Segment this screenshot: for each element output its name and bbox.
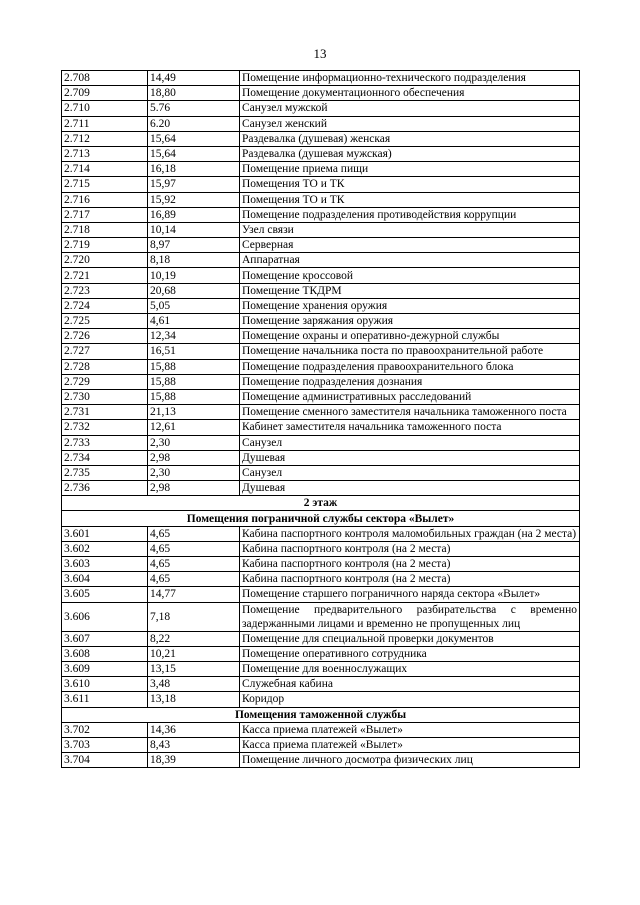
room-code-cell: 2.729 <box>62 374 148 389</box>
room-area-cell: 8,97 <box>148 238 240 253</box>
table-row <box>62 602 580 631</box>
table-row <box>62 420 580 435</box>
room-area-cell: 15,64 <box>148 131 240 146</box>
room-code-cell: 3.609 <box>62 661 148 676</box>
table-row <box>62 131 580 146</box>
room-name-cell: Коридор <box>240 692 580 707</box>
table-row <box>62 481 580 496</box>
table-row <box>62 677 580 692</box>
room-area-cell: 10,14 <box>148 222 240 237</box>
page-number: 13 <box>313 46 327 61</box>
table-row <box>62 344 580 359</box>
table-row <box>62 283 580 298</box>
table-row <box>62 222 580 237</box>
room-name-cell: Помещение приема пищи <box>240 162 580 177</box>
room-area-cell: 4,65 <box>148 572 240 587</box>
room-name-cell: Санузел <box>240 435 580 450</box>
table-row <box>62 192 580 207</box>
room-area-cell: 15,97 <box>148 177 240 192</box>
table-row <box>62 71 580 86</box>
room-code-cell: 2.708 <box>62 71 148 86</box>
room-area-cell: 5.76 <box>148 101 240 116</box>
room-area-cell: 5,05 <box>148 298 240 313</box>
table-row <box>62 435 580 450</box>
room-area-cell: 15,92 <box>148 192 240 207</box>
room-code-cell: 2.733 <box>62 435 148 450</box>
table-row <box>62 374 580 389</box>
room-code-cell: 2.716 <box>62 192 148 207</box>
table-row <box>62 329 580 344</box>
room-code-cell: 3.603 <box>62 557 148 572</box>
section-title: Помещения таможенной службы <box>62 707 580 722</box>
room-code-cell: 2.731 <box>62 405 148 420</box>
room-area-cell: 8,18 <box>148 253 240 268</box>
room-area-cell: 4,65 <box>148 526 240 541</box>
room-code-cell: 3.607 <box>62 631 148 646</box>
room-code-cell: 2.725 <box>62 314 148 329</box>
room-name-cell: Помещение подразделения правоохранительного блока <box>240 359 580 374</box>
room-code-cell: 2.732 <box>62 420 148 435</box>
section-row <box>62 496 580 511</box>
table-row <box>62 162 580 177</box>
room-area-cell: 2,30 <box>148 435 240 450</box>
room-area-cell: 2,30 <box>148 465 240 480</box>
room-area-cell: 15,88 <box>148 374 240 389</box>
room-area-cell: 18,39 <box>148 753 240 768</box>
table-row <box>62 177 580 192</box>
room-area-cell: 12,61 <box>148 420 240 435</box>
room-area-cell: 13,18 <box>148 692 240 707</box>
table-row <box>62 101 580 116</box>
table-row <box>62 737 580 752</box>
room-code-cell: 2.718 <box>62 222 148 237</box>
section-title: Помещения пограничной службы сектора «Вылет» <box>62 511 580 526</box>
room-area-cell: 15,88 <box>148 359 240 374</box>
table-row <box>62 541 580 556</box>
room-area-cell: 18,80 <box>148 86 240 101</box>
room-area-cell: 14,77 <box>148 587 240 602</box>
room-code-cell: 3.702 <box>62 722 148 737</box>
room-code-cell: 2.734 <box>62 450 148 465</box>
room-area-cell: 7,18 <box>148 602 240 631</box>
room-name-cell: Помещение кроссовой <box>240 268 580 283</box>
table-row <box>62 405 580 420</box>
room-code-cell: 3.604 <box>62 572 148 587</box>
room-name-cell: Серверная <box>240 238 580 253</box>
room-area-cell: 2,98 <box>148 450 240 465</box>
room-name-cell: Помещение начальника поста по правоохранительной работе <box>240 344 580 359</box>
room-name-cell: Помещения ТО и ТК <box>240 192 580 207</box>
room-area-cell: 15,64 <box>148 146 240 161</box>
room-code-cell: 3.611 <box>62 692 148 707</box>
table-row <box>62 389 580 404</box>
room-area-cell: 16,18 <box>148 162 240 177</box>
room-area-cell: 6.20 <box>148 116 240 131</box>
room-code-cell: 2.719 <box>62 238 148 253</box>
room-code-cell: 2.720 <box>62 253 148 268</box>
room-area-cell: 8,43 <box>148 737 240 752</box>
room-area-cell: 16,51 <box>148 344 240 359</box>
room-name-cell: Помещение подразделения противодействия коррупции <box>240 207 580 222</box>
table-row <box>62 631 580 646</box>
room-code-cell: 2.714 <box>62 162 148 177</box>
room-area-cell: 3,48 <box>148 677 240 692</box>
table-row <box>62 253 580 268</box>
table-row <box>62 526 580 541</box>
table-row <box>62 646 580 661</box>
room-name-cell: Душевая <box>240 450 580 465</box>
room-name-cell: Помещение оперативного сотрудника <box>240 646 580 661</box>
table-row <box>62 207 580 222</box>
room-code-cell: 2.710 <box>62 101 148 116</box>
room-name-cell: Касса приема платежей «Вылет» <box>240 737 580 752</box>
section-title: 2 этаж <box>62 496 580 511</box>
table-row <box>62 587 580 602</box>
room-code-cell: 2.723 <box>62 283 148 298</box>
room-area-cell: 10,19 <box>148 268 240 283</box>
room-area-cell: 13,15 <box>148 661 240 676</box>
room-name-cell: Помещение подразделения дознания <box>240 374 580 389</box>
room-area-cell: 16,89 <box>148 207 240 222</box>
room-name-cell: Помещение личного досмотра физических лиц <box>240 753 580 768</box>
room-code-cell: 3.703 <box>62 737 148 752</box>
table-row <box>62 359 580 374</box>
table-row <box>62 722 580 737</box>
room-code-cell: 3.608 <box>62 646 148 661</box>
room-area-cell: 10,21 <box>148 646 240 661</box>
room-code-cell: 2.712 <box>62 131 148 146</box>
room-name-cell: Санузел мужской <box>240 101 580 116</box>
room-area-cell: 20,68 <box>148 283 240 298</box>
room-code-cell: 2.711 <box>62 116 148 131</box>
room-name-cell: Кабина паспортного контроля маломобильных граждан (на 2 места) <box>240 526 580 541</box>
room-name-cell: Помещение хранения оружия <box>240 298 580 313</box>
table-row <box>62 557 580 572</box>
table-row <box>62 450 580 465</box>
room-name-cell: Раздевалка (душевая) женская <box>240 131 580 146</box>
room-area-cell: 14,36 <box>148 722 240 737</box>
room-name-cell: Помещение сменного заместителя начальника таможенного поста <box>240 405 580 420</box>
room-name-cell: Помещение административных расследований <box>240 389 580 404</box>
room-name-cell: Помещение для специальной проверки документов <box>240 631 580 646</box>
room-code-cell: 3.601 <box>62 526 148 541</box>
room-code-cell: 3.610 <box>62 677 148 692</box>
room-name-cell: Душевая <box>240 481 580 496</box>
room-name-cell: Помещение заряжания оружия <box>240 314 580 329</box>
room-code-cell: 2.713 <box>62 146 148 161</box>
room-code-cell: 2.717 <box>62 207 148 222</box>
room-code-cell: 2.735 <box>62 465 148 480</box>
room-code-cell: 2.728 <box>62 359 148 374</box>
room-area-cell: 8,22 <box>148 631 240 646</box>
table-row <box>62 465 580 480</box>
room-area-cell: 4,61 <box>148 314 240 329</box>
table-row <box>62 268 580 283</box>
room-name-cell: Кабина паспортного контроля (на 2 места) <box>240 572 580 587</box>
room-code-cell: 3.606 <box>62 602 148 631</box>
room-area-cell: 4,65 <box>148 557 240 572</box>
table-row <box>62 238 580 253</box>
room-code-cell: 2.736 <box>62 481 148 496</box>
room-name-cell: Помещение охраны и оперативно-дежурной службы <box>240 329 580 344</box>
room-code-cell: 2.730 <box>62 389 148 404</box>
room-name-cell: Узел связи <box>240 222 580 237</box>
room-code-cell: 3.704 <box>62 753 148 768</box>
section-row <box>62 511 580 526</box>
table-row <box>62 314 580 329</box>
table-row <box>62 86 580 101</box>
room-area-cell: 15,88 <box>148 389 240 404</box>
room-area-cell: 12,34 <box>148 329 240 344</box>
room-name-cell: Помещение документационного обеспечения <box>240 86 580 101</box>
room-name-cell: Помещение старшего пограничного наряда сектора «Вылет» <box>240 587 580 602</box>
room-name-cell: Кабинет заместителя начальника таможенного поста <box>240 420 580 435</box>
room-name-cell: Санузел женский <box>240 116 580 131</box>
room-code-cell: 2.726 <box>62 329 148 344</box>
rooms-table <box>61 70 580 768</box>
room-code-cell: 3.605 <box>62 587 148 602</box>
room-name-cell: Помещение ТКДРМ <box>240 283 580 298</box>
room-name-cell: Аппаратная <box>240 253 580 268</box>
room-area-cell: 4,65 <box>148 541 240 556</box>
room-code-cell: 2.724 <box>62 298 148 313</box>
room-name-cell: Санузел <box>240 465 580 480</box>
room-name-cell: Помещения ТО и ТК <box>240 177 580 192</box>
table-row <box>62 692 580 707</box>
table-row <box>62 753 580 768</box>
table-row <box>62 116 580 131</box>
room-code-cell: 2.715 <box>62 177 148 192</box>
room-name-cell: Служебная кабина <box>240 677 580 692</box>
room-area-cell: 21,13 <box>148 405 240 420</box>
room-name-cell: Кабина паспортного контроля (на 2 места) <box>240 541 580 556</box>
room-name-cell: Кабина паспортного контроля (на 2 места) <box>240 557 580 572</box>
room-name-cell: Касса приема платежей «Вылет» <box>240 722 580 737</box>
room-name-cell: Помещение предварительного разбирательства с временно задержанными лицами и временно не пропущенных лиц <box>240 602 580 631</box>
table-row <box>62 572 580 587</box>
table-row <box>62 146 580 161</box>
room-name-cell: Раздевалка (душевая мужская) <box>240 146 580 161</box>
room-name-cell: Помещение для военнослужащих <box>240 661 580 676</box>
table-row <box>62 661 580 676</box>
room-name-cell: Помещение информационно-технического подразделения <box>240 71 580 86</box>
room-code-cell: 2.721 <box>62 268 148 283</box>
room-area-cell: 2,98 <box>148 481 240 496</box>
table-row <box>62 298 580 313</box>
section-row <box>62 707 580 722</box>
room-area-cell: 14,49 <box>148 71 240 86</box>
room-code-cell: 2.709 <box>62 86 148 101</box>
room-code-cell: 3.602 <box>62 541 148 556</box>
room-code-cell: 2.727 <box>62 344 148 359</box>
